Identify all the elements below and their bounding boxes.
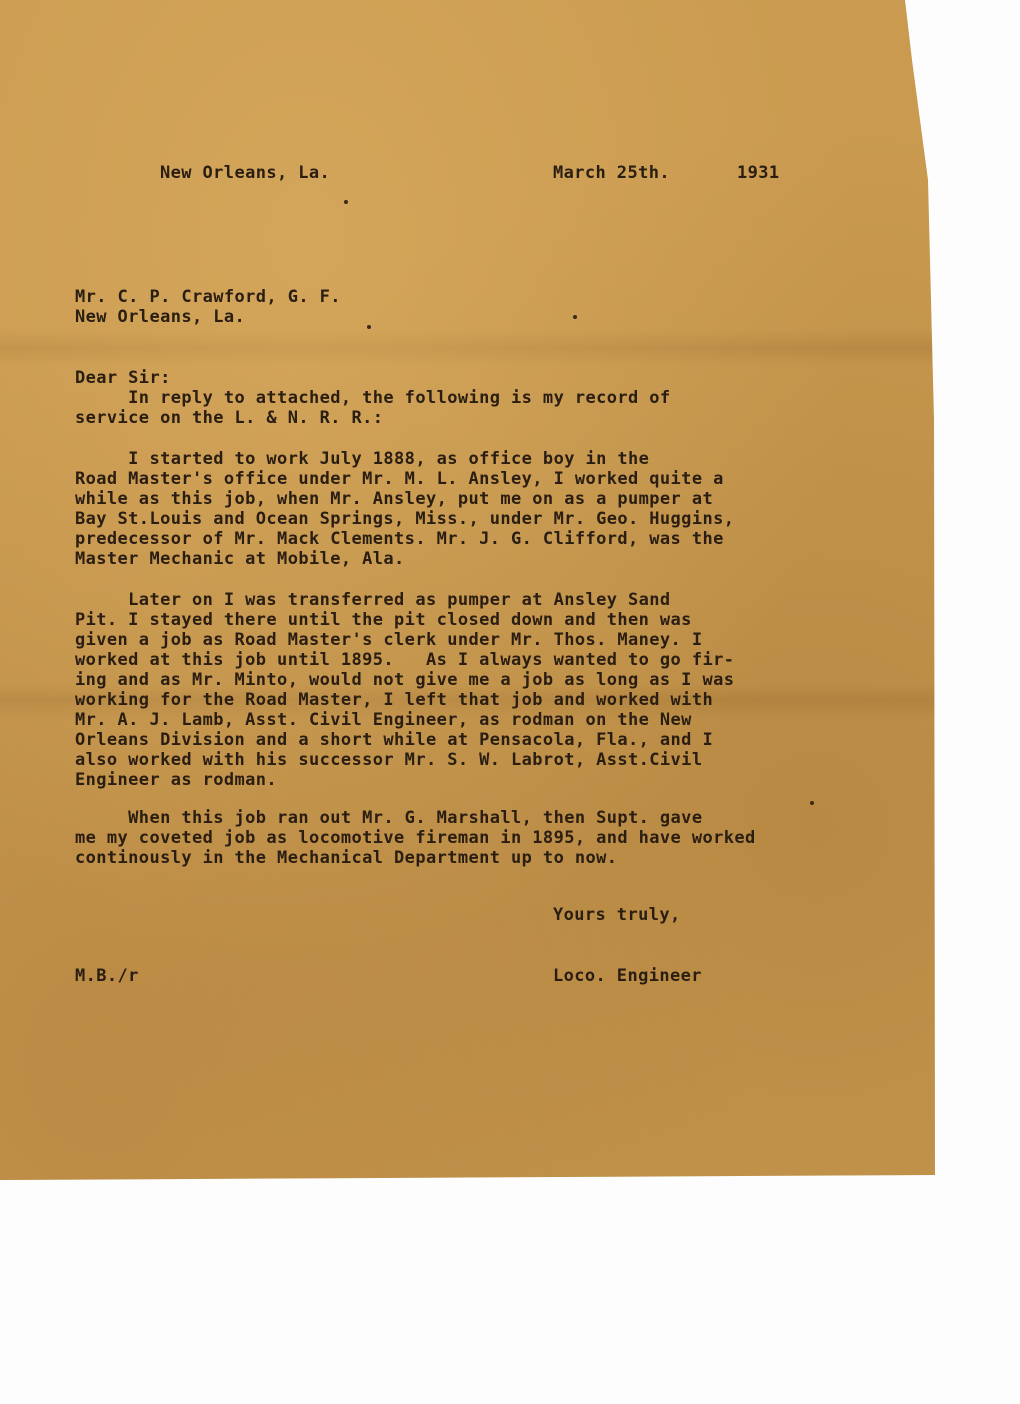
paragraph-line: Road Master's office under Mr. M. L. Ansley, I worked quite a bbox=[75, 469, 724, 489]
paragraph-line: predecessor of Mr. Mack Clements. Mr. J. G. Clifford, was the bbox=[75, 529, 724, 549]
addressee-city: New Orleans, La. bbox=[75, 307, 246, 327]
paragraph-line: Pit. I stayed there until the pit closed down and then was bbox=[75, 610, 692, 630]
paragraph-line: me my coveted job as locomotive fireman in 1895, and have worked bbox=[75, 828, 756, 848]
paragraph-line: worked at this job until 1895. As I always wanted to go fir- bbox=[75, 650, 735, 670]
salutation: Dear Sir: bbox=[75, 368, 171, 388]
paragraph-line: Mr. A. J. Lamb, Asst. Civil Engineer, as rodman on the New bbox=[75, 710, 692, 730]
paragraph-line: ing and as Mr. Minto, would not give me a job as long as I was bbox=[75, 670, 735, 690]
ink-speck bbox=[810, 801, 814, 805]
paragraph-intro bbox=[75, 388, 855, 428]
paragraph-line: Later on I was transferred as pumper at Ansley Sand bbox=[75, 590, 671, 610]
letter-year: 1931 bbox=[737, 163, 780, 183]
paragraph-line: Master Mechanic at Mobile, Ala. bbox=[75, 549, 405, 569]
paragraph-line: also worked with his successor Mr. S. W. Labrot, Asst.Civil bbox=[75, 750, 703, 770]
paragraph-line: Bay St.Louis and Ocean Springs, Miss., under Mr. Geo. Huggins, bbox=[75, 509, 735, 529]
paragraph-line: Engineer as rodman. bbox=[75, 770, 278, 790]
paragraph-line: I started to work July 1888, as office boy in the bbox=[75, 449, 650, 469]
signature-title: Loco. Engineer bbox=[553, 966, 702, 986]
paragraph-fireman bbox=[75, 808, 855, 868]
paragraph-transfer bbox=[75, 590, 855, 790]
paragraph-early-service bbox=[75, 449, 855, 569]
closing: Yours truly, bbox=[553, 905, 681, 925]
paragraph-line: while as this job, when Mr. Ansley, put me on as a pumper at bbox=[75, 489, 714, 509]
letter-date: March 25th. bbox=[553, 163, 670, 183]
addressee-name: Mr. C. P. Crawford, G. F. bbox=[75, 287, 341, 307]
paragraph-line: When this job ran out Mr. G. Marshall, then Supt. gave bbox=[75, 808, 703, 828]
ink-speck bbox=[367, 325, 371, 329]
ink-speck bbox=[573, 315, 577, 319]
paragraph-line: continously in the Mechanical Department up to now. bbox=[75, 848, 618, 868]
letter-place: New Orleans, La. bbox=[160, 163, 331, 183]
paragraph-line: service on the L. & N. R. R.: bbox=[75, 408, 384, 428]
paragraph-line: given a job as Road Master's clerk under Mr. Thos. Maney. I bbox=[75, 630, 703, 650]
paragraph-line: Orleans Division and a short while at Pensacola, Fla., and I bbox=[75, 730, 714, 750]
ink-speck bbox=[344, 200, 348, 204]
paragraph-line: working for the Road Master, I left that job and worked with bbox=[75, 690, 714, 710]
paragraph-line: In reply to attached, the following is my record of bbox=[75, 388, 671, 408]
typist-initials: M.B./r bbox=[75, 966, 139, 986]
